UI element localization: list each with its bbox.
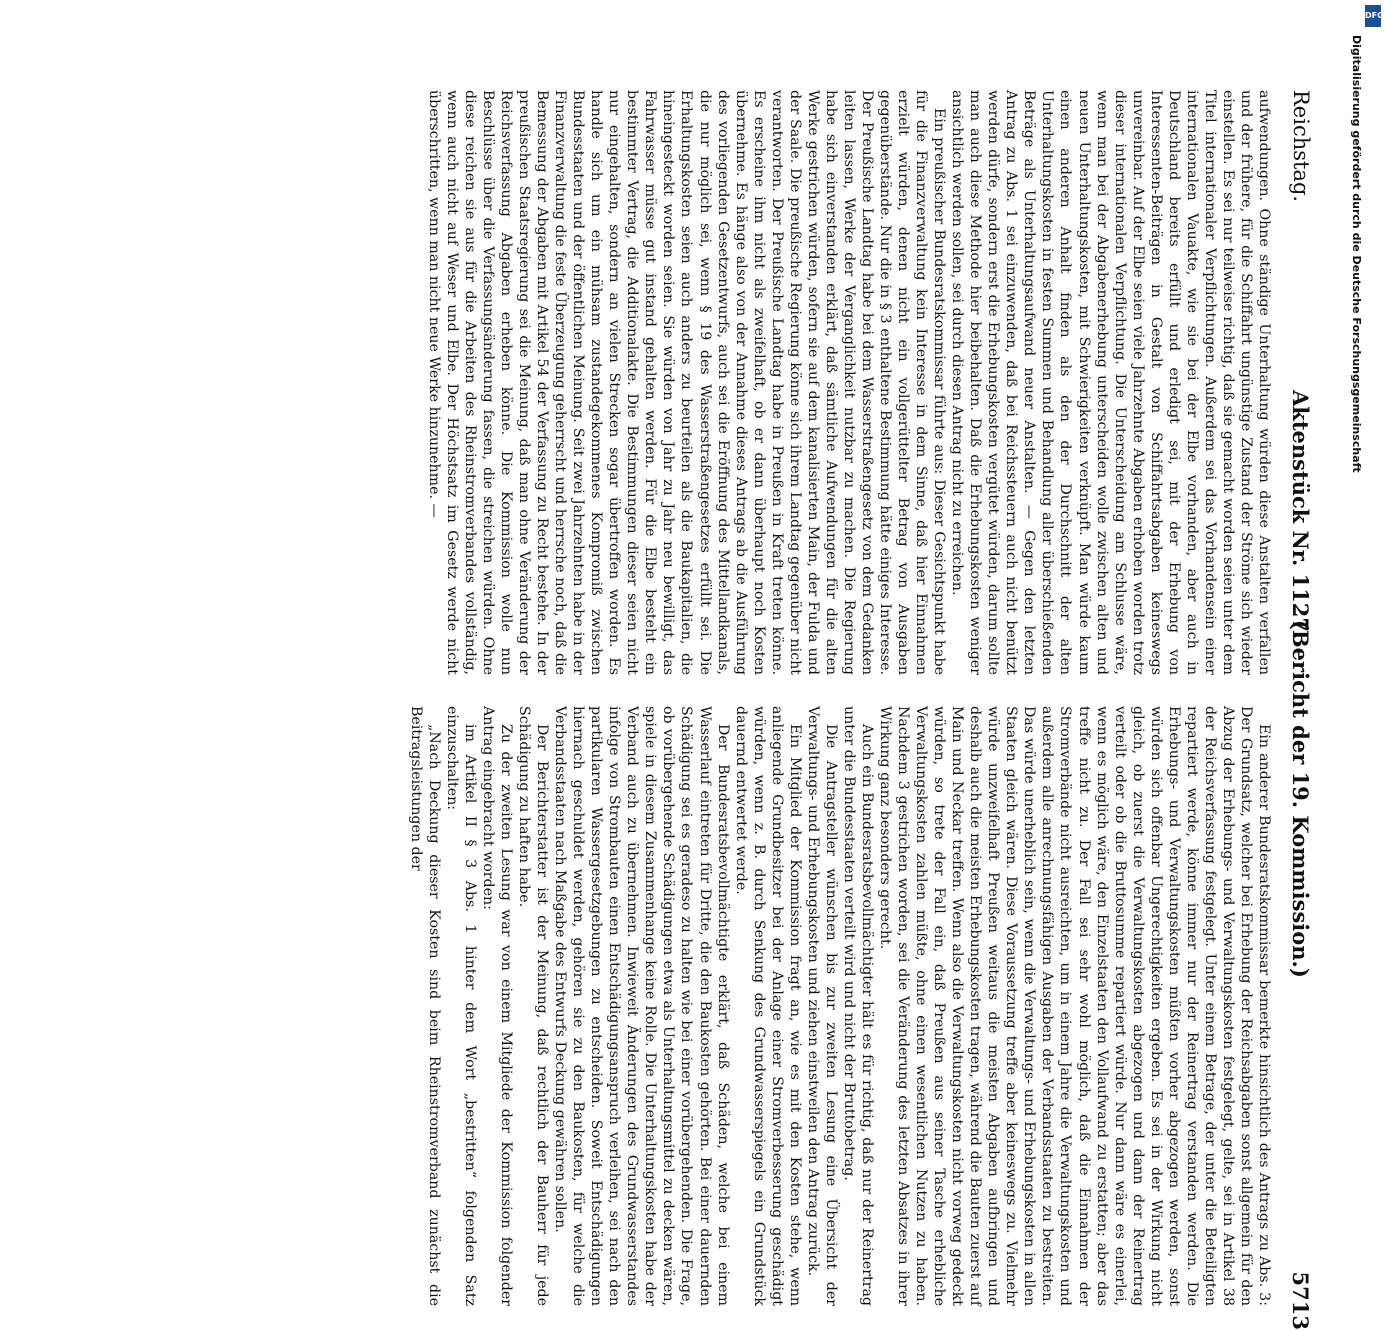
paragraph: Die Antragsteller wünschen bis zur zweiten Lesung eine Übersicht der Verwaltungs- und Erhebungskosten und ziehen einstweilen den Antrag zurück. [804,706,839,1306]
paragraph: Zu der zweiten Lesung war von einem Mitgliede der Kommission folgender Antrag eingebracht worden: [479,706,515,1306]
header-report-title: (Bericht der 19. Kommission.) [1288,620,1313,978]
page-header [1277,90,1313,1330]
paragraph: im Artikel II § 3 Abs. 1 hinter dem Wort „bestritten“ folgenden Satz einzuschalten: [443,706,478,1306]
paragraph: „Nach Deckung dieser Kosten sind beim Rheinstromverband zunächst die Beitragsleistungen der [407,706,442,1306]
dfg-logo: DFG [1365,5,1381,27]
page-number: 5713 [1288,1271,1313,1330]
paragraph: aufwendungen. Ohne ständige Unterhaltung würden diese Anstalten verfallen und der frühere, für die Schiffahrt ungünstige Zustand der Ströme sich wieder einstellen. Es sei nur teilweise richtig, daß sie gemacht worden seien unter dem Titel internationaler Verpflichtungen. Außerdem sei das Vorhandensein einer internationalen Vauakte, wie sie bei der Elbe vorhanden, aber auch in Deutschland bereits erfüllt und erledigt sei, mit der Erhebung von Interessenten-Beiträgen in Gestalt von Schiffahrtsabgaben keineswegs unvereinbar. Auf der Elbe seien viele Jahrzehnte Abgaben erhoben worden trotz dieser internationalen Verpflichtung. Die Unterscheidung am Schlusse wäre, wenn man bei der Abgabenerhebung unterscheiden wolle zwischen alten und neuen Unterhaltungskosten, mit Schwierigkeiten verknüpft. Man würde kaum einen anderen Anhalt finden als den der Durchschnitt der alten Unterhaltungskosten in festen Summen und Behandlung aller überschießenden Beträge als Unterhaltungsaufwand neuer Anstalten. — Gegen den letzten Antrag zu Abs. 1 sei einzuwenden, daß bei Reichssteuern auch nicht benützt werden dürfe, sondern erst die Erhebungskosten vergütet würden, darum sollte man auch diese Methode hier beibehalten. Daß die Erhebungskosten weniger ansichtlich werden sollen, sei durch diesen Antrag nicht zu erreichen. [949,90,1272,675]
paragraph: Auch ein Bundesratsbevollmächtigter hält es für richtig, daß nur der Reinertrag unter die Bundesstaaten verteilt wird und nicht der Bruttobetrag. [840,706,875,1306]
paragraph: Ein Mitglied der Kommission fragt an, wie es mit den Kosten stehe, wenn anliegende Grundbesitzer bei der Anlage einer Stromverbesserung geschädigt würden, wenn z. B. durch Senkung des Grundwasserspiegels ein Grundstück dauernd entwertet werde. [732,706,803,1306]
text-column-left [425,90,1273,675]
text-column-right [407,706,1273,1306]
paragraph: Der Bundesratsbevollmächtigte erklärt, daß Schäden, welche bei einem Wasserlauf eintreten für Dritte, die den Baukosten gehörten. Bei einer dauernden Schädigung sei es geradeso zu halten wie bei einer vorübergehenden. Die Frage, ob vorübergehende Schädigungen etwa als Unterhaltungsmittel zu decken wären, spiele in diesem Zusammenhange keine Rolle. Die Unterhaltungskosten habe der Verband auch zu übernehmen. Inwieweit Änderungen des Grundwasserstandes infolge von Strombauten einen Entschädigungsanspruch verleihen, sei nach den partikularen Wassergesetzgebungen zu entscheiden. Soweit Entschädigungen hiernach geschuldet werden, gehören sie zu den Baukosten, für welche die Verbandsstaaten nach Maßgabe des Entwurfs Deckung gewähren sollen. [552,706,731,1306]
header-left: Reichstag. [1289,90,1313,203]
paragraph: Der Berichterstatter ist der Meinung, daß rechtlich der Bauherr für jede Schädigung zu haften habe. [516,706,551,1306]
header-document-number: Aktenstück Nr. 1127. [1288,390,1313,640]
digitization-note: Digitalisierung gefördert durch die Deutsche Forschungsgemeinschaft [1350,35,1363,473]
paragraph: Ein anderer Bundesratskommissar bemerkte hinsichtlich des Antrags zu Abs. 3: Der Grundsatz, welcher bei Erhebung der Reichsabgaben sonst allgemein für den Abzug der Erhebungs- und Verwaltungskosten festgelegt, gelte, sei in Artikel 38 der Reichsverfassung festgelegt. Unter einem Betrage, der unter die Beteiligten repartiert werde, könne immer nur der Reinertrag verstanden werden. Die Erhebungs- und Verwaltungskosten müßten vorher abgezogen werden, sonst würden sich offenbar Ungerechtigkeiten ergeben. Es sei in der Wirkung nicht gleich, ob zuerst die Verwaltungskosten abgezogen und dann der Reinertrag verteilt oder ob die Bruttosumme repartiert würde. Nur dann wäre es einerlei, wenn es möglich wäre, den Einzelstaaten den Vollaufwand zu erstatten; aber das treffe nicht zu. Der Fall sei sehr wohl möglich, daß die Einnahmen der Stromverbände nicht ausreichten, um in einem Jahre die Verwaltungskosten und außerdem alle anrechnungsfähigen Ausgaben der Verbandsstaaten zu bestreiten. Das würde unerheblich sein, wenn die Verwaltungs- und Erhebungskosten in allen Staaten gleich wären. Diese Voraussetzung treffe aber keineswegs zu. Vielmehr würde unzweifelhaft Preußen weitaus die meisten Abgaben aufbringen und deshalb auch die meisten Erhebungskosten tragen, während die Bauten zuerst auf Main und Neckar treffen. Wenn also die Verwaltungskosten nicht vorweg gedeckt würden, so trete der Fall ein, daß Preußen aus seiner Tasche erhebliche Verwaltungskosten zahlen müßte, ohne einen wesentlichen Nutzen zu haben. Nachdem 3 gestrichen worden, sei die Veränderung des letzten Absatzes in ihrer Wirkung ganz besonders gerecht. [877,706,1272,1306]
paragraph: Ein preußischer Bundesratskommissar führte aus: Dieser Gesichtspunkt habe für die Finanzverwaltung kein Interesse in dem Sinne, daß hier Einnahmen erzielt würden, denen nicht ein vollgerüttelter Betrag von Ausgaben gegenüberstände. Nur die in § 3 enthaltene Bestimmung hätte einiges Interesse. Der Preußische Landtag habe bei dem Wasserstraßengesetz von dem Gedanken leiten lassen, Werke der Verganglichkeit nutzbar zu machen. Die Regierung habe sich einverstanden erklärt, daß sämtliche Aufwendungen für die alten Werke gestrichen würden, sofern sie auf dem kanalisierten Main, der Fulda und der Saale. Die preußische Regierung könne sich ihrem Landtag gegenüber nicht verantworten. Der Preußische Landtag habe in Preußen in Kraft treten könne. Es erscheine ihm nicht als zweifelhaft, ob er dann überhaupt noch Kosten übernehme. Es hänge also von der Annahme dieses Antrags ab die Ausführung des vorliegenden Gesetzentwurfs, auch sei die Eröffnung des Mittellandkanals, die nur möglich sei, wenn § 19 des Wasserstraßengesetzes erfüllt sei. Die Erhaltungskosten seien auch anders zu beurteilen als die Baukapitalien, die hineingesteckt worden seien. Sie würden von Jahr zu Jahr neu bewilligt, das Fahrwasser müsse gut instand gehalten werden. Für die Elbe besteht ein bestimmter Vertrag, die Additionalakte. Die Bestimmungen dieser seien nicht nur eingehalten, sondern an vielen Strecken sogar übertroffen worden. Es handle sich um ein mühsam zustandegekommenes Kompromiß zwischen Bundesstaaten und der öffentlichen Meinung. Seit zwei Jahrzehnten habe in der Finanzverwaltung die feste Überzeugung geherrscht und herrsche noch, daß die Bemessung der Abgaben mit Artikel 54 der Verfassung zu Recht bestehe. In der preußischen Staatsregierung sei die Meinung, daß man ohne Veränderung der Reichsverfassung Abgaben erheben könne. Die Kommission wolle nun Beschlüsse über die Verfassungsänderung fassen, die streichen würden. Ohne diese reichen sie aus für die Arbeiten des Rheinstromverbandes vollständig, wenn auch nicht auf Weser und Elbe. Der Höchstsatz im Gesetz werde nicht überschritten, wenn man nicht neue Werke hinzunehme. — [425,90,948,675]
